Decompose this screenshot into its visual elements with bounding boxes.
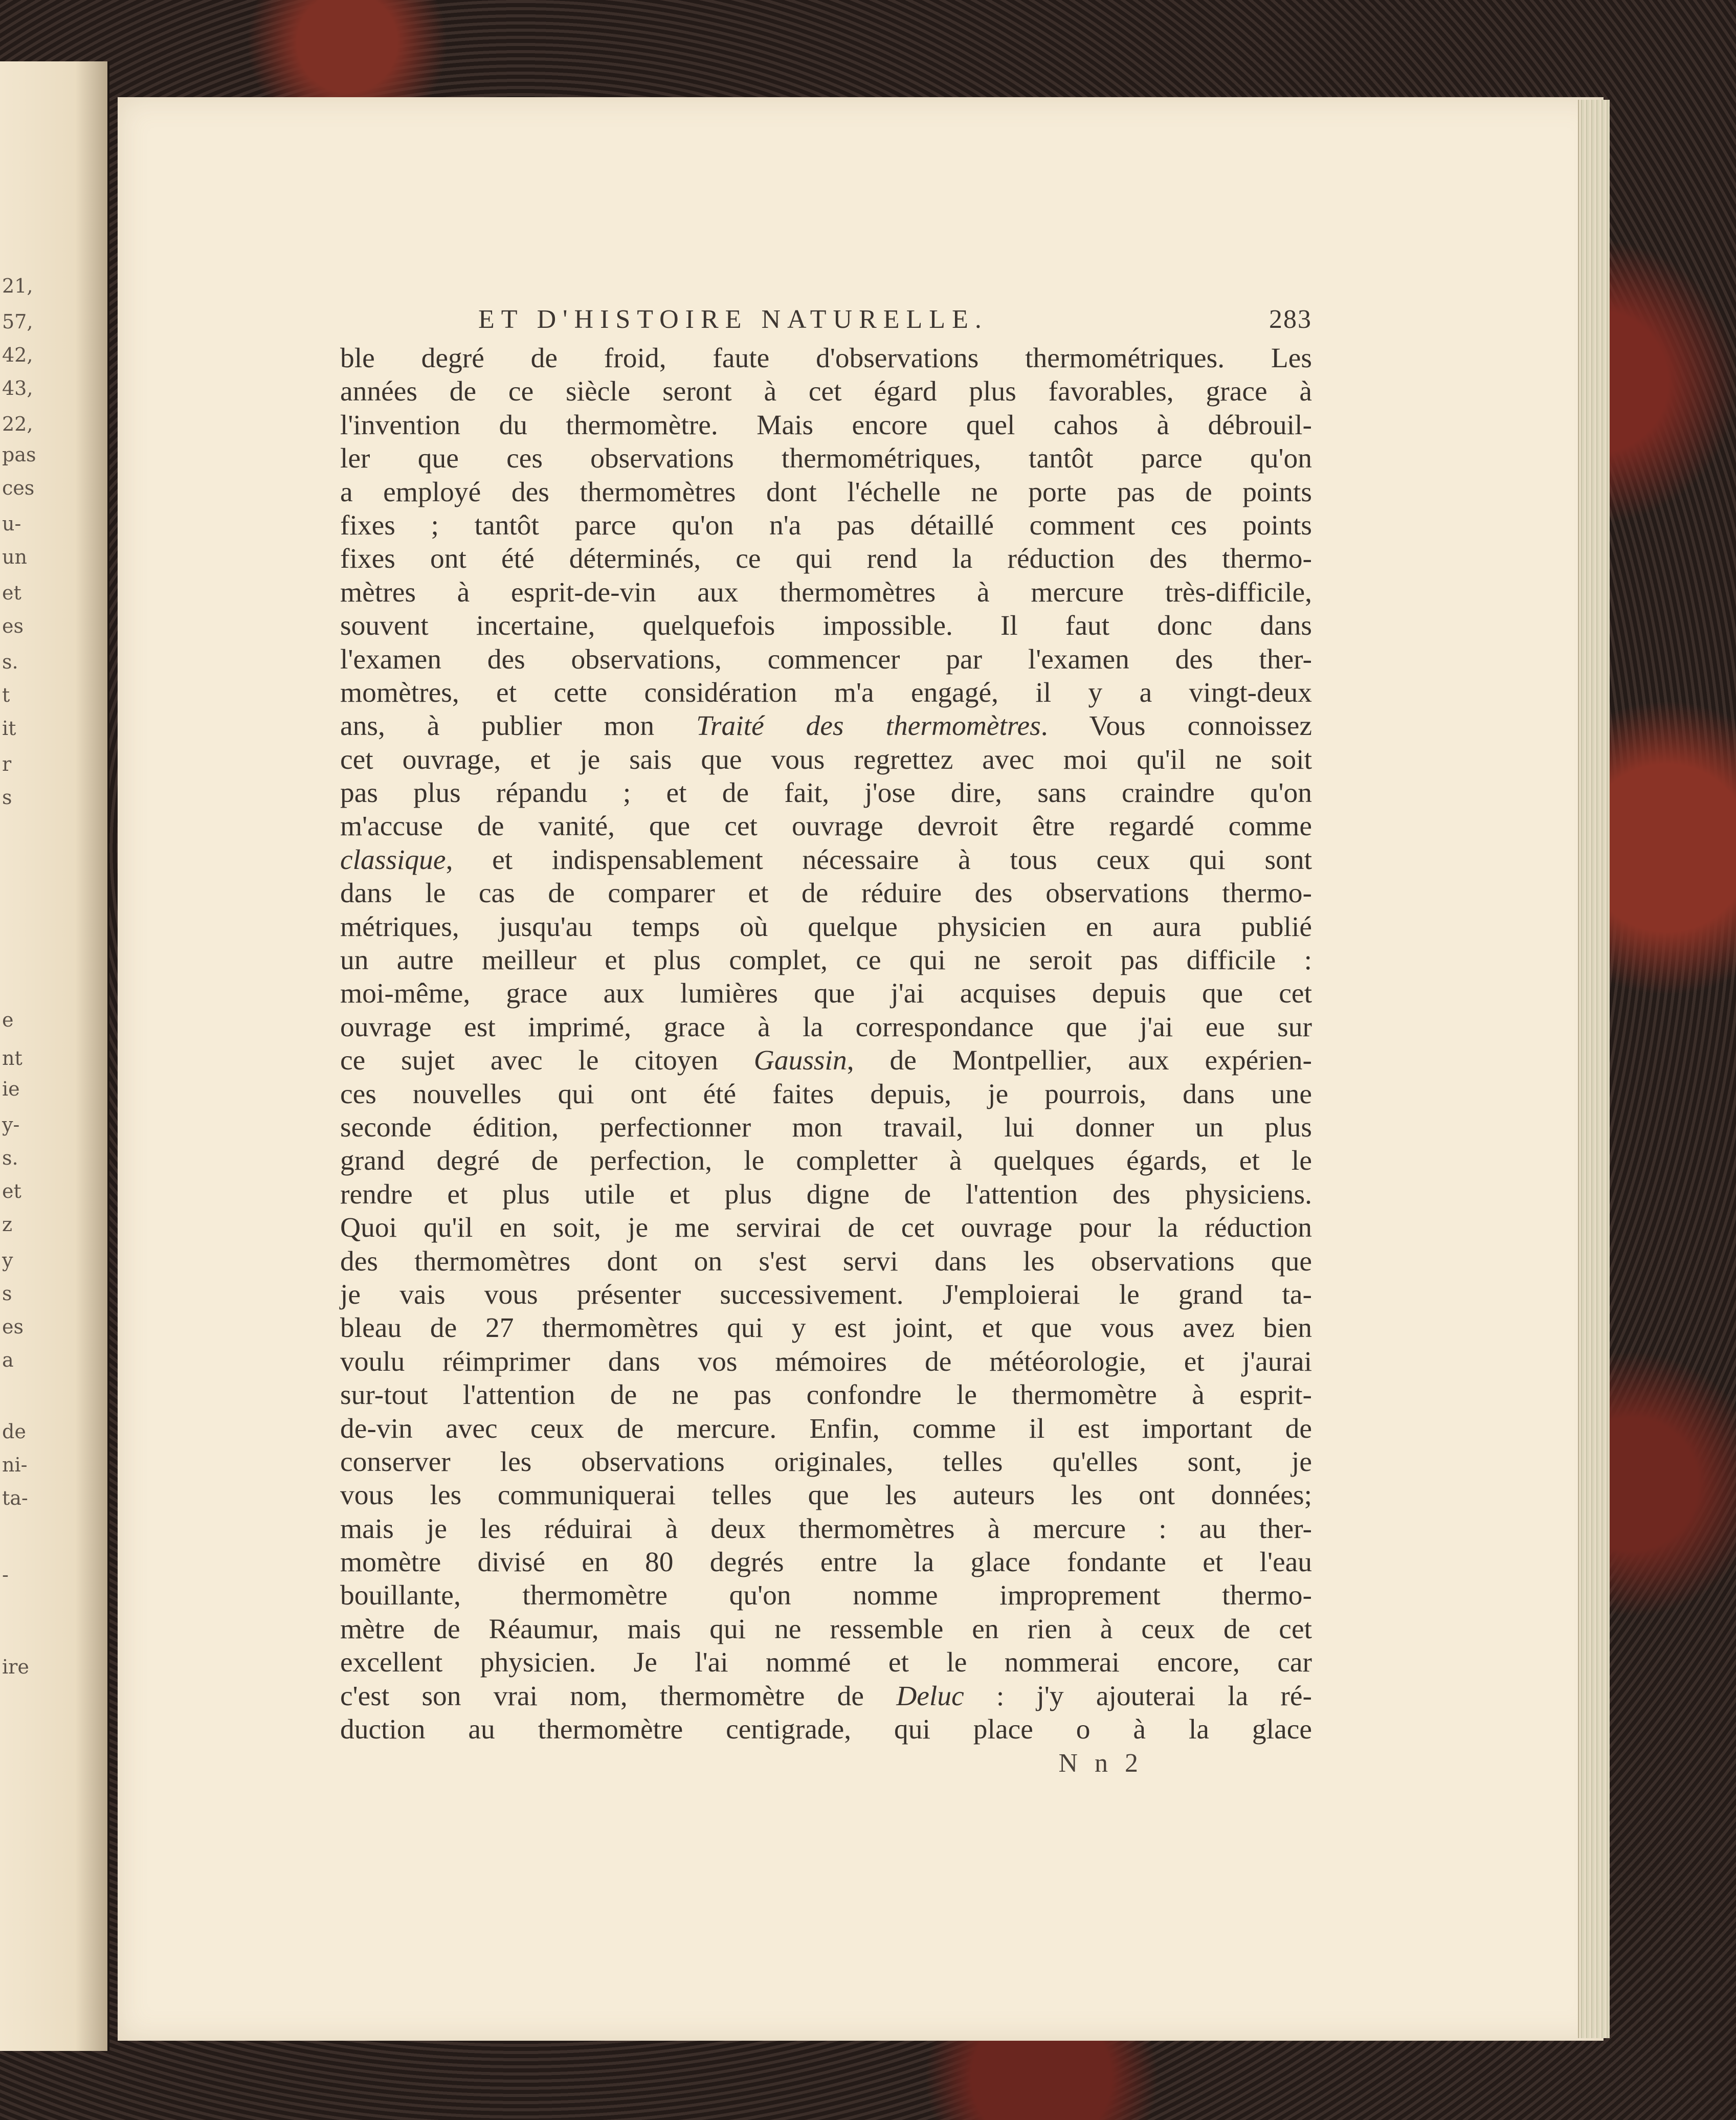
text-line: l'examen des observations, commencer par l'examen des ther- (340, 643, 1312, 675)
previous-page-fragment: s (2, 1282, 12, 1305)
text-line: l'invention du thermomètre. Mais encore quel cahos à débrouil- (340, 409, 1312, 441)
previous-page-fragment: s (2, 786, 12, 809)
italic-title: Deluc (896, 1680, 964, 1712)
text-line: ble degré de froid, faute d'observations thermométriques. Les (340, 343, 1312, 374)
text-line: a employé des thermomètres dont l'échelle ne porte pas de points (340, 476, 1312, 508)
previous-page-fragment: es (2, 1315, 24, 1338)
text-line: vous les communiquerai telles que les auteurs les ont données; (340, 1480, 1312, 1511)
previous-page-fragment: it (2, 717, 16, 740)
previous-page-fragment: z (2, 1213, 13, 1236)
text-segment: , et indispensablement nécessaire à tous ceux qui sont (446, 844, 1312, 876)
text-segment: : j'y ajouterai la ré- (964, 1680, 1312, 1712)
text-line: conserver les observations originales, telles qu'elles sont, je (340, 1446, 1312, 1478)
text-line: moi-même, grace aux lumières que j'ai acquises depuis que cet (340, 978, 1312, 1010)
previous-page-fragment: u- (2, 512, 21, 535)
text-line: un autre meilleur et plus complet, ce qui ne seroit pas difficile : (340, 945, 1312, 976)
text-segment: ce sujet avec le citoyen (340, 1045, 754, 1077)
text-line: mais je les réduirai à deux thermomètres à mercure : au ther- (340, 1513, 1312, 1545)
italic-title: Traité des thermomètres (696, 710, 1041, 742)
text-line: bleau de 27 thermomètres qui y est joint, et que vous avez bien (340, 1312, 1312, 1344)
text-line: voulu réimprimer dans vos mémoires de météorologie, et j'aurai (340, 1346, 1312, 1377)
body-text (340, 342, 1312, 1746)
text-line: métriques, jusqu'au temps où quelque physicien en aura publié (340, 911, 1312, 943)
text-line: cet ouvrage, et je sais que vous regrettez avec moi qu'il ne soit (340, 744, 1312, 775)
text-line (340, 1680, 1312, 1713)
previous-page-fragment: de (2, 1420, 26, 1443)
previous-page-fragment: ta- (2, 1487, 28, 1509)
text-line (340, 843, 1312, 877)
previous-page-fragment: 22, (2, 413, 33, 435)
previous-page-fragment: ni- (2, 1454, 28, 1476)
previous-page-fragment: s. (2, 1147, 18, 1169)
text-line: fixes ont été déterminés, ce qui rend la réduction des thermo- (340, 543, 1312, 575)
previous-page-fragment: et (2, 582, 21, 604)
previous-page-edge (0, 61, 109, 2051)
text-line: années de ce siècle seront à cet égard plus favorables, grace à (340, 376, 1312, 408)
text-segment: , de Montpellier, aux expérien- (847, 1045, 1312, 1077)
text-line (340, 709, 1312, 743)
running-header (340, 304, 1312, 334)
previous-page-fragment: et (2, 1180, 21, 1202)
text-line: grand degré de perfection, le completter à quelques égards, et le (340, 1145, 1312, 1177)
text-line: momètre divisé en 80 degrés entre la glace fondante et l'eau (340, 1547, 1312, 1578)
page-number: 283 (1269, 305, 1312, 334)
previous-page-fragment: es (2, 615, 24, 637)
previous-page-fragment: 43, (2, 377, 33, 399)
text-line: ler que ces observations thermométriques, tantôt parce qu'on (340, 443, 1312, 475)
text-segment: . Vous connoissez (1040, 710, 1312, 742)
text-line: Quoi qu'il en soit, je me servirai de cet ouvrage pour la réduction (340, 1212, 1312, 1244)
page-content (340, 304, 1312, 1778)
previous-page-fragment: - (2, 1564, 9, 1586)
text-line: ces nouvelles qui ont été faites depuis, je pourrois, dans une (340, 1078, 1312, 1110)
text-line: seconde édition, perfectionner mon travail, lui donner un plus (340, 1111, 1312, 1143)
text-line: sur-tout l'attention de ne pas confondre le thermomètre à esprit- (340, 1379, 1312, 1411)
previous-page-fragment: a (2, 1349, 14, 1371)
text-line: souvent incertaine, quelquefois impossible. Il faut donc dans (340, 610, 1312, 642)
text-line (340, 1044, 1312, 1077)
text-line: rendre et plus utile et plus digne de l'attention des physiciens. (340, 1178, 1312, 1210)
previous-page-fragment: y (2, 1249, 13, 1271)
running-title: ET D'HISTOIRE NATURELLE. (478, 305, 988, 334)
previous-page-fragment: y- (2, 1113, 20, 1136)
text-segment: c'est son vrai nom, thermomètre de (340, 1680, 897, 1712)
previous-page-fragment: ces (2, 477, 35, 499)
previous-page-fragment: s. (2, 651, 18, 673)
text-line: duction au thermomètre centigrade, qui place o à la glace (340, 1714, 1312, 1746)
text-line: des thermomètres dont on s'est servi dans les observations que (340, 1245, 1312, 1277)
italic-title: Gaussin (753, 1045, 847, 1077)
previous-page-fragment: un (2, 546, 27, 568)
text-line: bouillante, thermomètre qu'on nomme improprement thermo- (340, 1580, 1312, 1612)
previous-page-fragment: r (2, 753, 12, 775)
text-line: ouvrage est imprimé, grace à la correspondance que j'ai eue sur (340, 1011, 1312, 1043)
text-line: excellent physicien. Je l'ai nommé et le nommerai encore, car (340, 1647, 1312, 1679)
text-line: de-vin avec ceux de mercure. Enfin, comme il est important de (340, 1413, 1312, 1444)
text-line: dans le cas de comparer et de réduire des observations thermo- (340, 878, 1312, 909)
signature-mark: N n 2 (1058, 1749, 1143, 1778)
text-line: momètres, et cette considération m'a engagé, il y a vingt-deux (340, 677, 1312, 708)
previous-page-fragment: nt (2, 1047, 23, 1069)
text-line: je vais vous présenter successivement. J'emploierai le grand ta- (340, 1279, 1312, 1310)
previous-page-fragment: 57, (2, 310, 33, 333)
text-line: fixes ; tantôt parce qu'on n'a pas détaillé comment ces points (340, 509, 1312, 541)
text-line: m'accuse de vanité, que cet ouvrage devroit être regardé comme (340, 811, 1312, 842)
previous-page-fragment: e (2, 1009, 14, 1031)
previous-page-fragment: t (2, 684, 10, 706)
previous-page-fragment: ie (2, 1078, 20, 1100)
text-line: mètre de Réaumur, mais qui ne ressemble en rien à ceux de cet (340, 1613, 1312, 1645)
text-line: mètres à esprit-de-vin aux thermomètres à mercure très-difficile, (340, 576, 1312, 608)
page-stack-edge (1578, 100, 1610, 2038)
previous-page-fragment: 42, (2, 344, 33, 366)
italic-title: classique (340, 844, 446, 876)
previous-page-fragment: 21, (2, 275, 33, 297)
previous-page-fragment: pas (2, 443, 36, 466)
previous-page-fragment: ire (2, 1656, 29, 1678)
text-segment: ans, à publier mon (340, 710, 697, 742)
text-line: pas plus répandu ; et de fait, j'ose dire, sans craindre qu'on (340, 777, 1312, 809)
